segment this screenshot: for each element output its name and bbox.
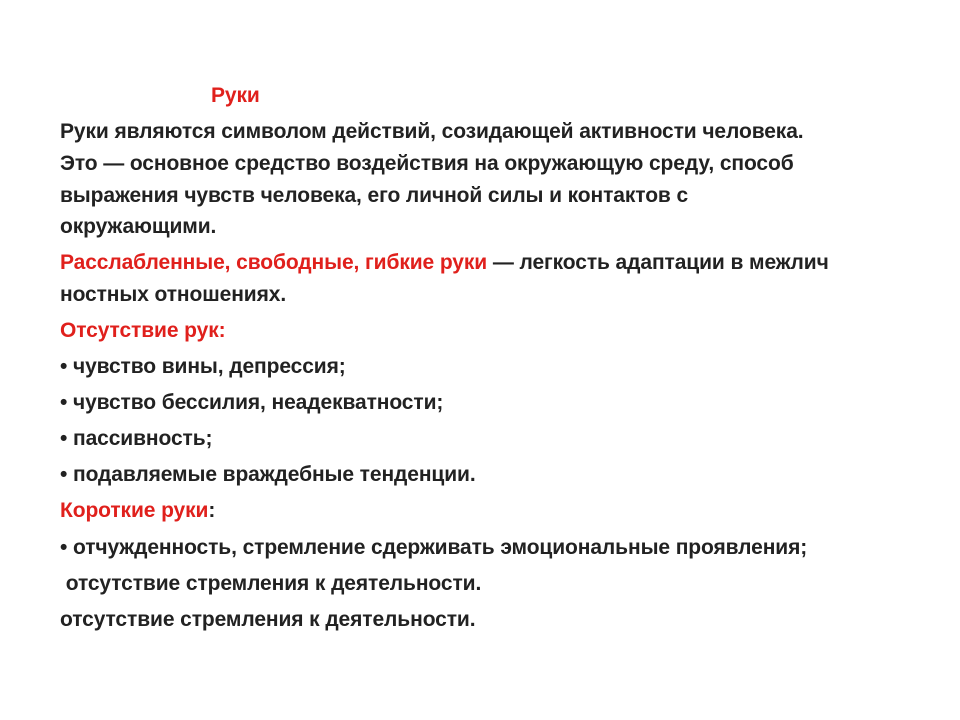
short-hands-colon: : <box>208 499 216 522</box>
relaxed-hands-label: Расслабленные, свободные, гибкие руки <box>60 251 488 274</box>
relaxed-hands-line-1 <box>60 247 829 279</box>
intro-line-1: Руки являются символом действий, созидающей активности человека. <box>60 120 804 143</box>
absent-hands-label: Отсутствие рук: <box>60 319 226 342</box>
relaxed-hands-line-2: ностных отношениях. <box>60 283 287 306</box>
short-item-1: • отчужденность, стремление сдерживать эмоциональные проявления; <box>60 536 808 559</box>
short-item-2: отсутствие стремления к деятельности. <box>60 572 482 595</box>
intro-line-4: окружающими. <box>60 215 217 238</box>
short-item-3: отсутствие стремления к деятельности. <box>60 608 476 631</box>
short-hands-label: Короткие руки <box>60 499 209 522</box>
intro-line-3: выражения чувств человека, его личной силы и контактов с <box>60 184 689 207</box>
absent-item-2: • чувство бессилия, неадекватности; <box>60 391 444 414</box>
absent-item-1: • чувство вины, депрессия; <box>60 355 346 378</box>
relaxed-hands-text: — легкость адаптации в межлич <box>487 251 829 274</box>
absent-item-3: • пассивность; <box>60 427 213 450</box>
short-hands-heading <box>60 495 215 527</box>
absent-item-4: • подавляемые враждебные тенденции. <box>60 463 476 486</box>
slide-title: Руки <box>211 84 260 107</box>
intro-line-2: Это — основное средство воздействия на окружающую среду, способ <box>60 152 794 175</box>
